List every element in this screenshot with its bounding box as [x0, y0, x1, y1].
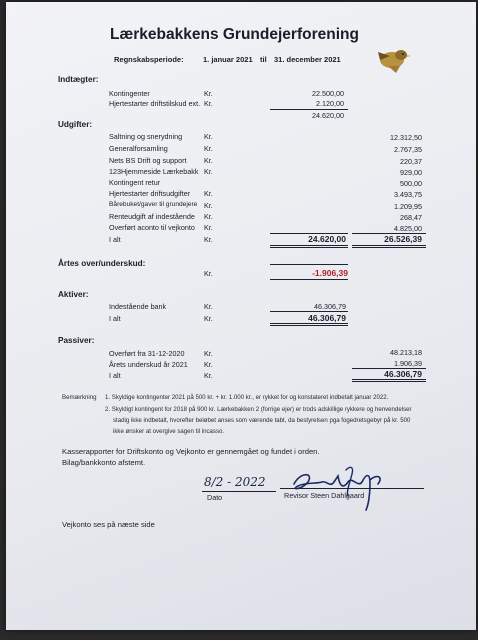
currency-label: Kr.: [204, 314, 213, 323]
liability-row-amount: 1.906,39: [394, 359, 422, 368]
expense-row-amount: 12.312,50: [390, 133, 422, 142]
expense-row-amount: 929,00: [400, 168, 422, 177]
currency-label: Kr.: [204, 89, 213, 98]
currency-label: Kr.: [204, 156, 213, 165]
currency-label: Kr.: [204, 235, 213, 244]
currency-label: Kr.: [204, 371, 213, 380]
expense-row-label: Bårebuket/gaver til grundejere: [109, 201, 198, 208]
audit-statement: Kasserapporter for Driftskonto og Vejkonto er gennemgået og fundet i orden.: [62, 447, 320, 456]
double-rule: [270, 245, 348, 248]
expense-row-label: Kontingent retur: [109, 178, 161, 187]
liabilities-total-label: I alt: [109, 371, 121, 380]
liabilities-total: 46.306,79: [384, 369, 422, 379]
income-total-repeat: 24.620,00: [308, 234, 346, 244]
expenses-total: 26.526,39: [384, 234, 422, 244]
currency-label: Kr.: [204, 167, 213, 176]
period-to: 31. december 2021: [274, 55, 341, 64]
income-row-amount: 2.120,00: [316, 99, 344, 108]
income-row-label: Kontingenter: [109, 89, 150, 98]
assets-heading: Aktiver:: [58, 290, 89, 299]
handwritten-date: 8/2 - 2022: [204, 475, 266, 489]
remark-line: 1. Skyldige kontingenter 2021 på 500 kr. + kr. 1.000 kr., er rykket for og konstateret indbetalt januar 2022.: [105, 394, 389, 401]
remark-line: stadig ikke indbetalt, hvorefter beløbet anses som værende tabt, da bestyrelsen pga fogedretsgebyr på kr. 500: [113, 417, 411, 424]
document-page: [6, 2, 476, 630]
asset-row-amount: 46.306,79: [314, 302, 346, 311]
expense-row-amount: 3.493,75: [394, 190, 422, 199]
assets-total: 46.306,79: [308, 313, 346, 323]
expense-row-label: Generalforsamling: [109, 144, 168, 153]
result-rule: [270, 279, 348, 280]
liability-row-amount: 48.213,18: [390, 348, 422, 357]
expense-row-amount: 1.209,95: [394, 202, 422, 211]
income-heading: Indtægter:: [58, 75, 99, 84]
bird-illustration: [370, 40, 416, 78]
result-heading: Årtes over/underskud:: [58, 259, 146, 268]
expense-row-label: 123Hjemmeside Lærkebakk: [109, 167, 199, 176]
expenses-total-label: I alt: [109, 235, 121, 244]
assets-total-label: I alt: [109, 314, 121, 323]
remarks-label: Bemærkning: [62, 394, 97, 401]
expense-row-amount: 4.825,00: [394, 224, 422, 233]
liabilities-heading: Passiver:: [58, 336, 95, 345]
income-total: 24.620,00: [312, 111, 344, 120]
subtotal-rule: [270, 109, 348, 110]
audit-statement: Bilag/bankkonto afstemt.: [62, 458, 146, 467]
period-label: Regnskabsperiode:: [114, 55, 184, 64]
expense-row-label: Overført aconto til vejkonto: [109, 223, 195, 232]
expense-row-label: Renteudgift af indestående: [109, 212, 195, 221]
expense-row-label: Hjertestarter driftsudgifter: [109, 189, 191, 198]
remark-line: ikke ønsker at overgive sagen til incasso.: [113, 428, 225, 435]
asset-row-label: Indestående bank: [109, 302, 167, 311]
expense-row-amount: 220,37: [400, 157, 422, 166]
expense-row-amount: 2.767,35: [394, 145, 422, 154]
document-title: Lærkebakkens Grundejerforening: [110, 26, 359, 43]
signature-line: [280, 488, 424, 489]
auditor-label: Revisor Steen Dahlgaard: [284, 491, 365, 500]
currency-label: Kr.: [204, 189, 213, 198]
expenses-heading: Udgifter:: [58, 120, 93, 129]
period-from: 1. januar 2021: [203, 55, 253, 64]
expense-row-amount: 500,00: [400, 179, 422, 188]
remark-line: 2. Skyldigt kontingent for 2018 på 900 kr. Lærkebakken 2 (forrige ejer) er trods adskillige rykkere og henvendelser: [105, 406, 412, 413]
result-rule: [270, 264, 348, 265]
expense-row-label: Saltning og snerydning: [109, 132, 183, 141]
currency-label: Kr.: [204, 144, 213, 153]
currency-label: Kr.: [204, 269, 213, 278]
income-row-amount: 22.500,00: [312, 89, 344, 98]
currency-label: Kr.: [204, 360, 213, 369]
liability-row-label: Årets underskud år 2021: [109, 360, 188, 369]
currency-label: Kr.: [204, 349, 213, 358]
expense-row-amount: 268,47: [400, 213, 422, 222]
double-rule: [352, 379, 426, 382]
footer-note: Vejkonto ses på næste side: [62, 520, 155, 529]
date-line: [202, 491, 276, 492]
currency-label: Kr.: [204, 99, 213, 108]
subtotal-rule: [270, 311, 348, 312]
currency-label: Kr.: [204, 212, 213, 221]
result-amount: -1.906,39: [312, 268, 348, 278]
date-label: Dato: [207, 493, 223, 502]
expense-row-label: Nets BS Drift og support: [109, 156, 187, 165]
double-rule: [270, 323, 348, 326]
currency-label: Kr.: [204, 223, 213, 232]
income-row-label: Hjertestarter driftstilskud ext.: [109, 99, 201, 108]
liability-row-label: Overført fra 31-12-2020: [109, 349, 185, 358]
currency-label: Kr.: [204, 201, 213, 210]
currency-label: Kr.: [204, 302, 213, 311]
double-rule: [352, 245, 426, 248]
currency-label: Kr.: [204, 132, 213, 141]
period-til: til: [260, 55, 267, 64]
